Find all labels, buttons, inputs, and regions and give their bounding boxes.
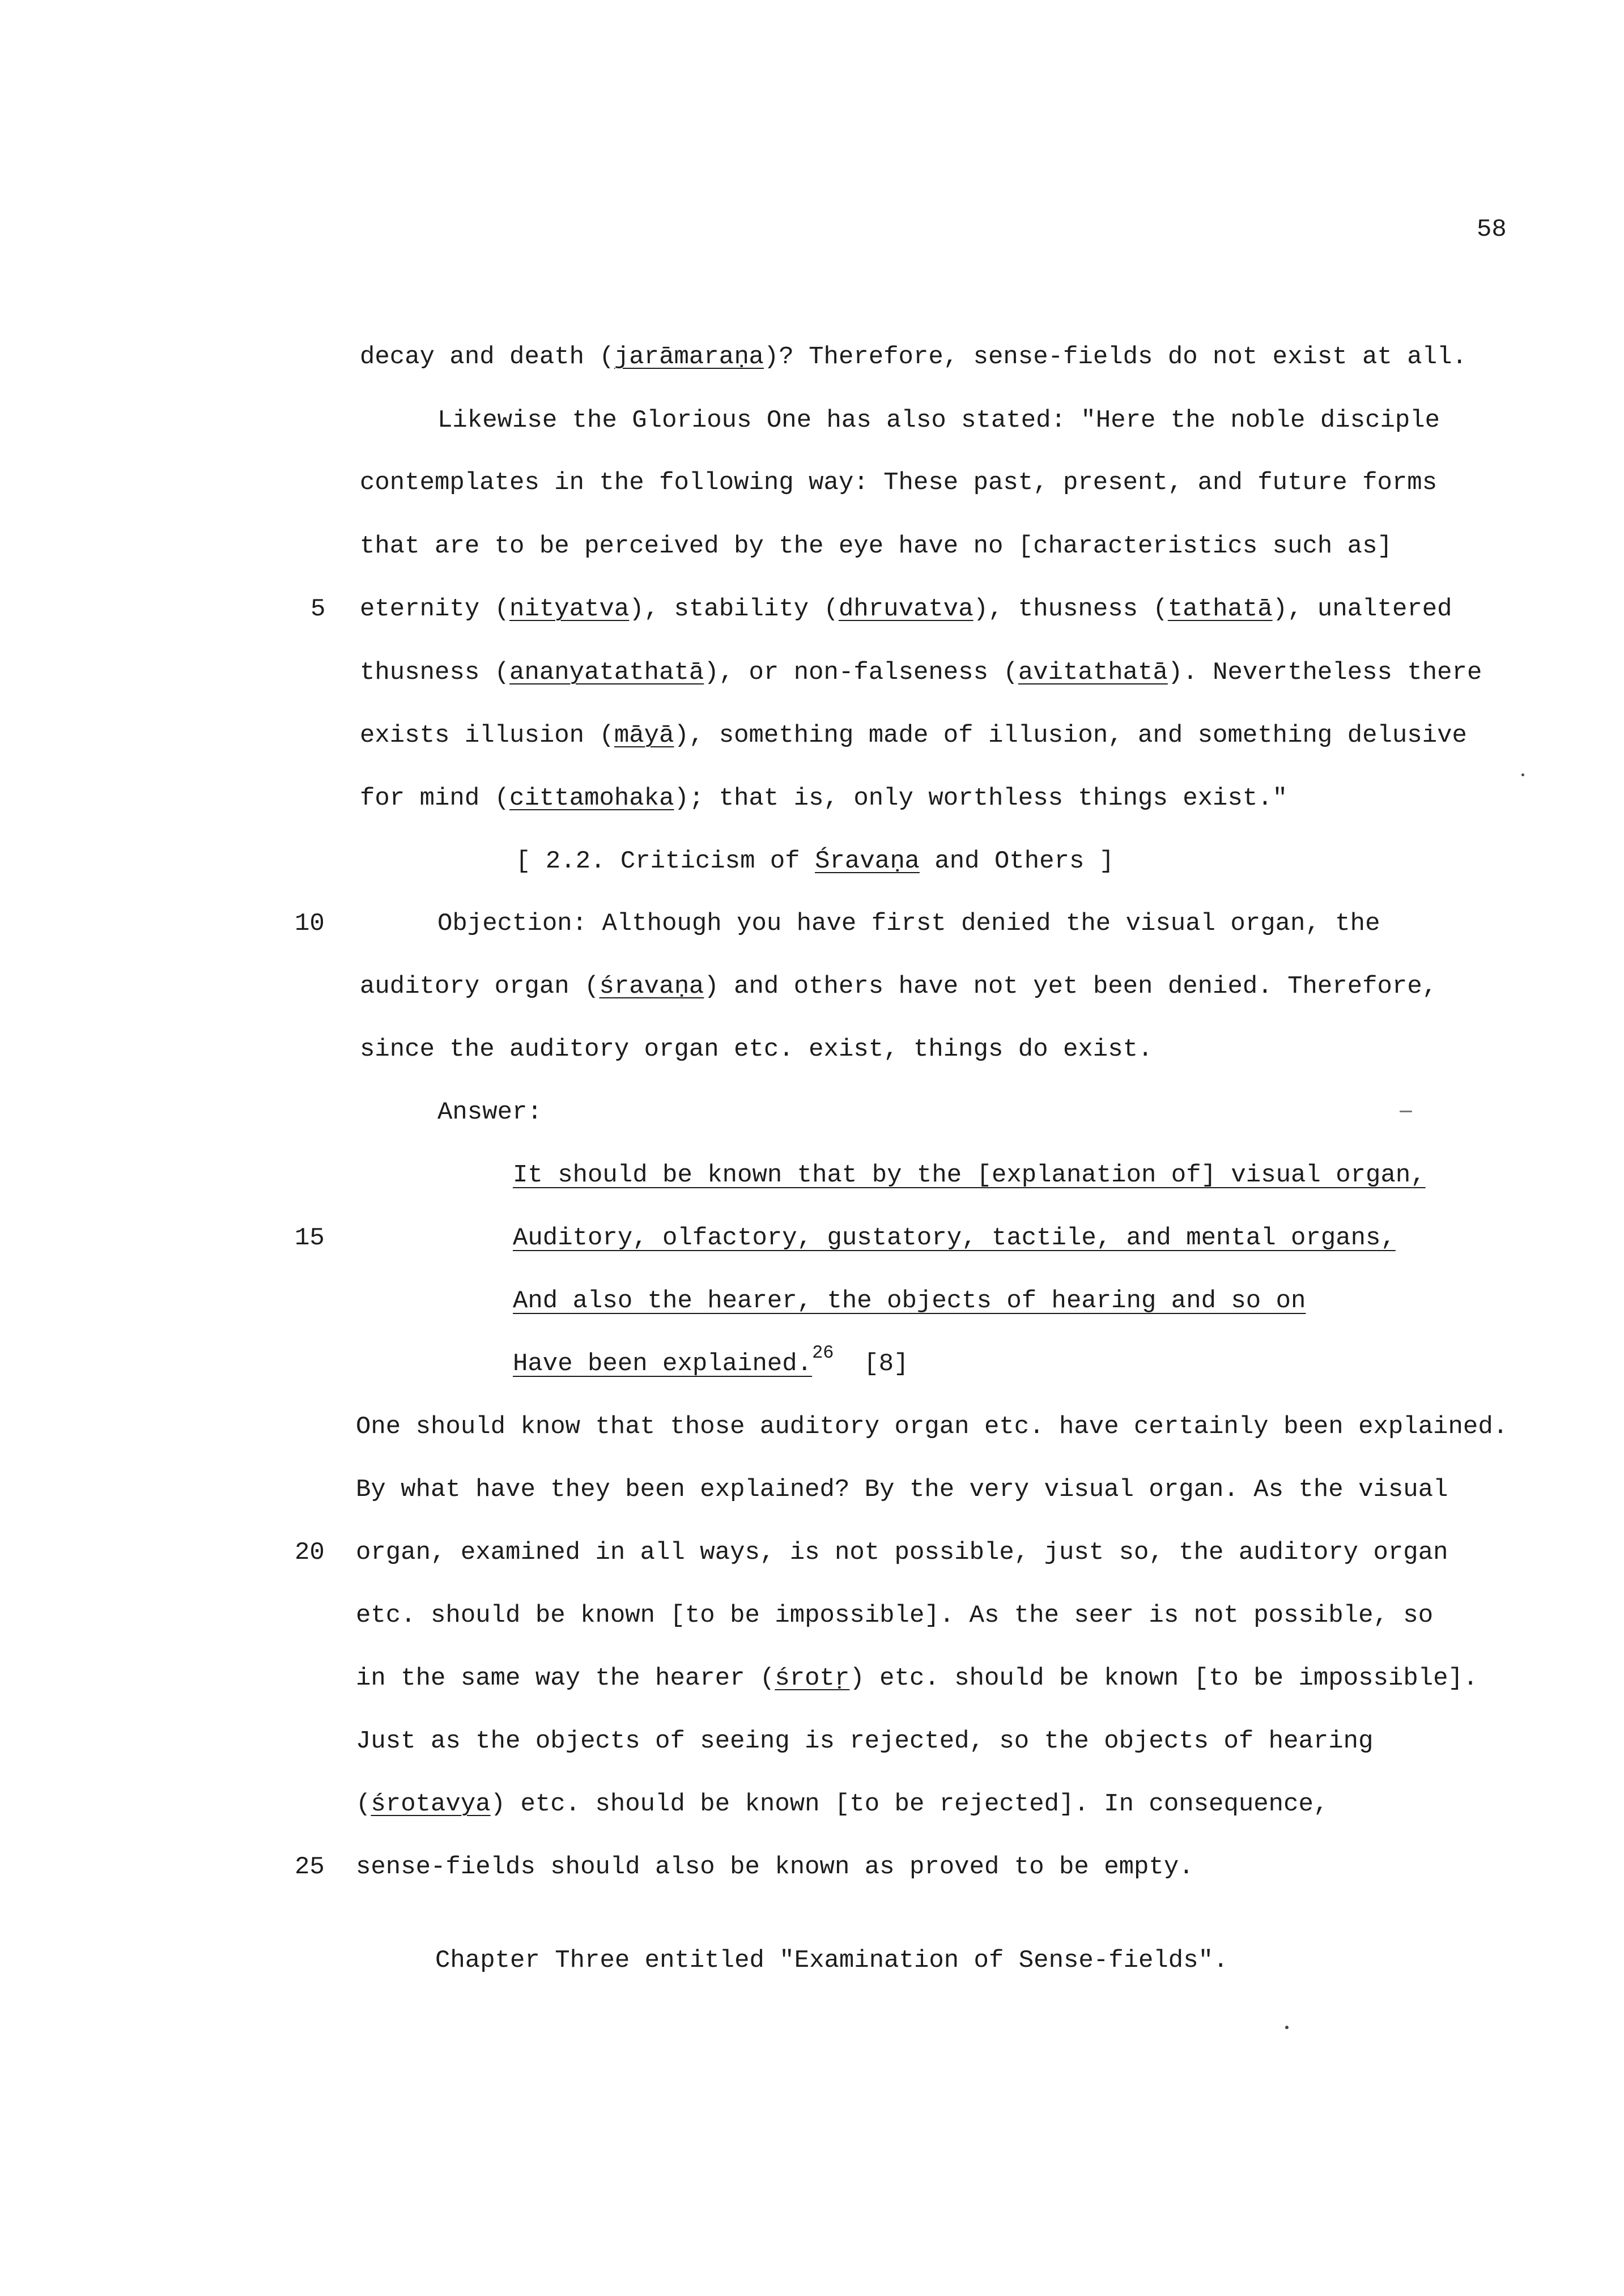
footnote-reference: 26 [812,1342,834,1363]
text-line: decay and death (jarāmaraṇa)? Therefore, sense-fields do not exist at all. [360,343,1467,371]
text-line: etc. should be known [to be impossible]. As the seer is not possible, so [356,1601,1434,1630]
text-line: in the same way the hearer (śrotṛ) etc. should be known [to be impossible]. [356,1664,1478,1693]
text-line: Likewise the Glorious One has also stated: "Here the noble disciple [437,406,1440,435]
text-line: since the auditory organ etc. exist, things do exist. [360,1035,1153,1064]
verse-line: Auditory, olfactory, gustatory, tactile, and mental organs, [513,1224,1396,1252]
page-number: 58 [1477,215,1507,244]
text-line: for mind (cittamohaka); that is, only worthless things exist." [360,784,1288,813]
verse-line: Have been explained.$^{26}$ [8] [513,1342,909,1378]
text-line: contemplates in the following way: These past, present, and future forms [360,469,1438,497]
chapter-closing-line: Chapter Three entitled "Examination of Sense-fields". [435,1946,1228,1975]
text-line: Answer: [437,1098,542,1126]
text-line: By what have they been explained? By the very visual organ. As the visual [356,1476,1448,1504]
text-line: thusness (ananyatathatā), or non-falseness (avitathatā). Nevertheless there [360,658,1482,687]
text-line: exists illusion (māyā), something made of illusion, and something delusive [360,721,1467,750]
verse-number: [8] [864,1350,909,1378]
stray-mark [1400,1111,1412,1112]
line-number-15: 15 [295,1224,325,1252]
line-number-10: 10 [295,909,325,938]
line-number-20: 20 [295,1538,325,1567]
text-line: eternity (nityatva), stability (dhruvatva), thusness (tathatā), unaltered [360,595,1452,623]
line-number-5: 5 [311,595,326,623]
verse-line: And also the hearer, the objects of hearing and so on [513,1287,1306,1315]
text-line: Just as the objects of seeing is rejected, so the objects of hearing [356,1727,1374,1755]
text-line: that are to be perceived by the eye have no [characteristics such as] [360,532,1392,560]
verse-line: It should be known that by the [explanation of] visual organ, [513,1161,1426,1189]
text-line: organ, examined in all ways, is not possible, just so, the auditory organ [356,1538,1448,1567]
stray-mark [1285,2026,1289,2029]
text-line: auditory organ (śravaṇa) and others have not yet been denied. Therefore, [360,972,1438,1001]
stray-mark [1521,773,1524,776]
text-line: Objection: Although you have first denied the visual organ, the [437,909,1380,938]
line-number-25: 25 [295,1853,325,1881]
text-line: sense-fields should also be known as proved to be empty. [356,1853,1194,1881]
text-line: (śrotavya) etc. should be known [to be rejected]. In consequence, [356,1790,1329,1818]
text-line: One should know that those auditory organ etc. have certainly been explained. [356,1413,1508,1441]
section-heading: [ 2.2. Criticism of Śravaṇa and Others ] [516,847,1115,875]
